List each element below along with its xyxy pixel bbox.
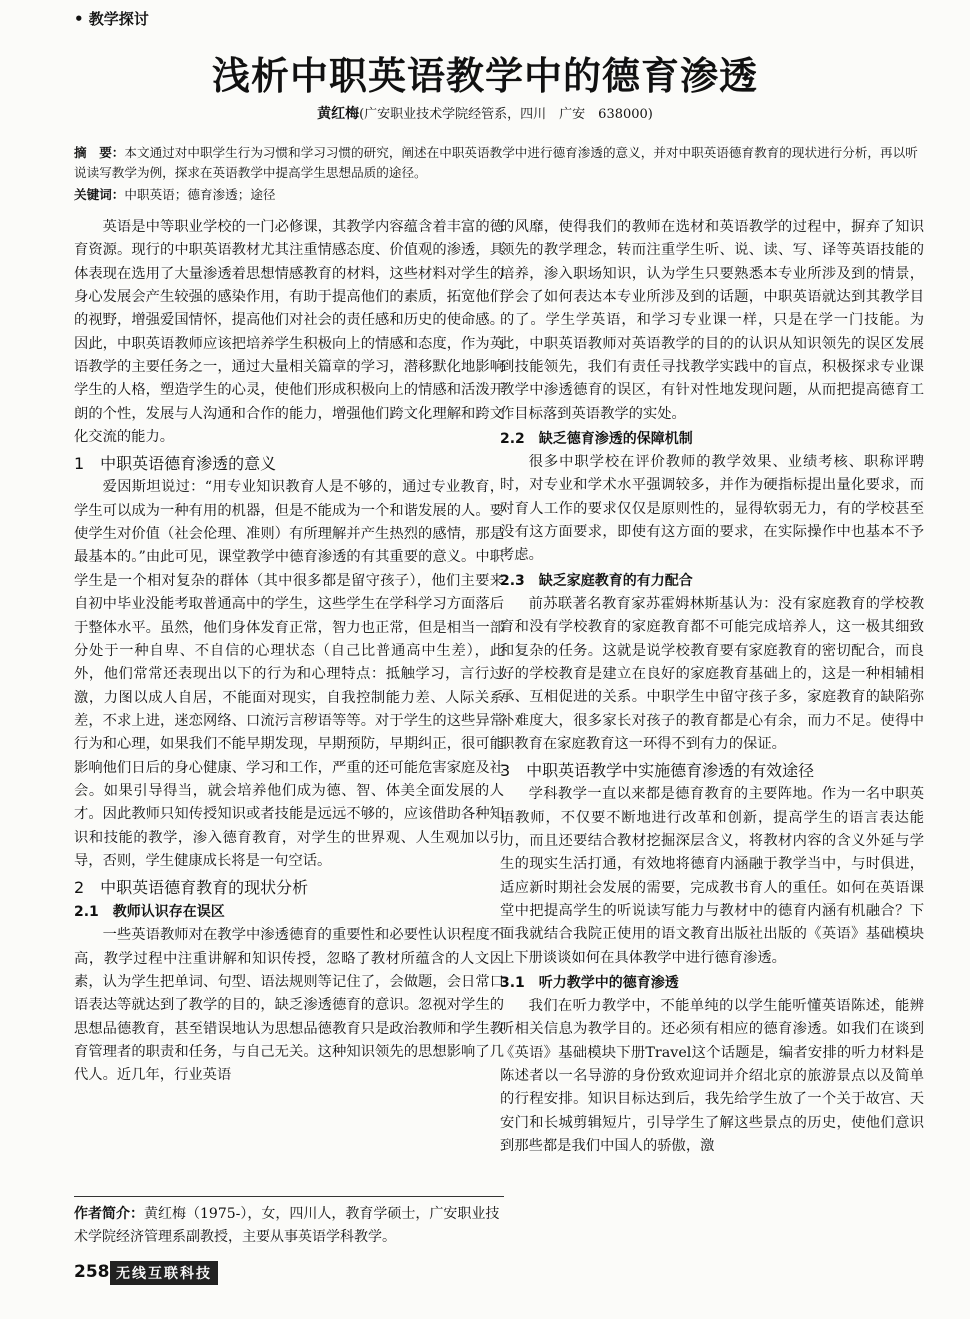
paragraph-2-1: 一些英语教师对在教学中渗透德育的重要性和必要性认识程度不高，教学过程中注重讲解和知识传授，忽略了教材所蕴含的人文因素，认为学生把单词、句型、语法规则等记住了，会做题，会日常口语表达等就达到了教学的目的，缺乏渗透德育的意识。忽视对学生的思想品德教育，甚至错误地认为思想品德教育只是政治教师和学生教育管理者的职责和任务，与自己无关。这种知识领先的思想影响了几代人。近几年，行业英语: [74, 927, 504, 1084]
column-tag: • 教学探讨: [74, 10, 149, 28]
author-line: [0, 103, 970, 123]
abstract-label: 摘 要：: [74, 145, 125, 160]
right-column: [500, 216, 924, 1158]
page-title: 浅析中职英语教学中的德育渗透: [211, 53, 758, 98]
keywords-text: 中职英语；德育渗透；途径: [124, 187, 276, 202]
paragraph-3: 学科教学一直以来都是德育教育的主要阵地。作为一名中职英语教师，不仅要不断地进行改革和创新，提高学生的语言表达能力，而且还要结合教材挖掘深层含义，将教材内容的含义外延与学生的现实生活打通，有效地将德育内涵融于教学当中，与时俱进，适应新时期社会发展的需要，完成教书育人的重任。如何在英语课堂中把提高学生的听说读写能力与教材中的德育内涵有机融合？下面我就结合我院正使用的语文教育出版社出版的《英语》基础模块上下册谈谈如何在具体教学中进行德育渗透。: [500, 786, 924, 966]
paragraph-2-3: 前苏联著名教育家苏霍姆林斯基认为：没有家庭教育的学校教育和没有学校教育的家庭教育都不可能完成培养人，这一极其细致和复杂的任务。这就是说学校教育要有家庭教育的密切配合，而良好的学校教育是建立在良好的家庭教育基础上的，这是一种相辅相承、互相促进的关系。中职学生中留守孩子多，家庭教育的缺陷弥补难度大，很多家长对孩子的教育都是心有余，而力不足。使得中职教育在家庭教育这一环得不到有力的保证。: [500, 595, 924, 752]
subsection-heading-3-1: 3.1 听力教学中的德育渗透: [500, 974, 679, 991]
paragraph-continued: 的风靡，使得我们的教师在选材和英语教学的过程中，摒弃了知识领先的教学理念，转而注重学生听、说、读、写、译等英语技能的培养，渗入职场知识，认为学生只要熟悉本专业所涉及到的情景，学会了如何表达本专业所涉及到的话题，中职英语就达到其教学目的了。学生学英语，和学习专业课一样，只是在学一门技能。为此，中职英语教师对英语教学的目的的认识从知识领先的误区发展到技能领先，我们有责任寻找教学实践中的盲点，积极探求专业课教学中渗透德育的误区，有针对性地发现问题，从而把提高德育工作目标落到英语教学的实处。: [500, 219, 924, 422]
footnote-label: 作者简介：: [74, 1206, 144, 1222]
author-footnote: [74, 1196, 504, 1249]
subsection-heading-2-2: 2.2 缺乏德育渗透的保障机制: [500, 431, 693, 448]
section-heading-1: 1 中职英语德育渗透的意义: [74, 454, 277, 474]
subsection-heading-2-1: 2.1 教师认识存在误区: [74, 904, 225, 921]
footnote-text: 黄红梅（1975-），女，四川人，教育学硕士，广安职业技术学院经济管理系副教授，主要从事英语学科教学。: [74, 1206, 500, 1245]
section-heading-2: 2 中职英语德育教育的现状分析: [74, 878, 309, 898]
abstract: [74, 143, 924, 183]
paragraph-2-2: 很多中职学校在评价教师的教学效果、业绩考核、职称评聘时，对专业和学术水平强调较多，并作为硬指标提出量化要求，而对育人工作的要求仅仅是原则性的，显得软弱无力，有的学校甚至没有这方面要求，即使有这方面的要求，在实际操作中也基本不予考虑。: [500, 454, 924, 564]
page-number: 258: [74, 1262, 110, 1282]
left-column: [74, 216, 504, 1088]
keywords-label: 关键词：: [74, 187, 125, 202]
abstract-text: 本文通过对中职学生行为习惯和学习习惯的研究，阐述在中职英语教学中进行德育渗透的意义，并对中职英语德育教育的现状进行分析，再以听说读写教学为例，探求在英语教学中提高学生思想品质的途径。: [74, 145, 918, 180]
paragraph-3-1: 我们在听力教学中，不能单纯的以学生能听懂英语陈述，能辨听相关信息为教学目的。还必须有相应的德育渗透。如我们在谈到《英语》基础模块下册Travel这个话题是，编者安排的听力材料是陈述者以一名导游的身份致欢迎词并介绍北京的旅游景点以及简单的行程安排。知识目标达到后，我先给学生放了一个关于故宫、天安门和长城剪辑短片，引导学生了解这些景点的历史，使他们意识到那些都是我们中国人的骄傲，激: [500, 997, 924, 1155]
keywords: [74, 185, 924, 205]
paragraph-intro: 英语是中等职业学校的一门必修课，其教学内容蕴含着丰富的德育资源。现行的中职英语教材尤其注重情感态度、价值观的渗透，具体表现在选用了大量渗透着思想情感教育的材料，这些材料对学生的身心发展会产生较强的感染作用，有助于提高他们的素质，拓宽他们的视野，增强爱国情怀，提高他们对社会的责任感和历史的使命感。因此，中职英语教师应该把培养学生积极向上的情感和态度，作为英语教学的主要任务之一，通过大量相关篇章的学习，潜移默化地影响学生的人格，塑造学生的心灵，使他们形成积极向上的情感和活泼开朗的个性，发展与人沟通和合作的能力，增强他们跨文化理解和跨文化交流的能力。: [74, 219, 504, 446]
section-heading-3: 3 中职英语教学中实施德育渗透的有效途径: [500, 761, 815, 781]
paragraph-1: 爱因斯坦说过：“用专业知识教育人是不够的，通过专业教育，学生可以成为一种有用的机器，但是不能成为一个和谐发展的人。要使学生对价值（社会伦理、准则）有所理解并产生热烈的感情，那是最基本的。”由此可见，课堂教学中德育渗透的有其重要的意义。中职学生是一个相对复杂的群体（其中很多都是留守孩子），他们主要来自初中毕业没能考取普通高中的学生，这些学生在学科学习方面落后于整体水平。虽然，他们身体发育正常，智力也正常，但是相当一部分处于一种自卑、不自信的心理状态（自己比普通高中生差），此外，他们常常还表现出以下的行为和心理特点：抵触学习，言行过激，力图以成人自居，不能面对现实，自我控制能力差、人际关系差，不求上进，迷恋网络、口流污言秽语等等。对于学生的这些异常行为和心理，如果我们不能早期发现，早期预防，早期纠正，很可能影响他们日后的身心健康、学习和工作，严重的还可能危害家庭及社会。如果引导得当，就会培养他们成为德、智、体美全面发展的人才。因此教师只知传授知识或者技能是远远不够的，应该借助各种知识和技能的教学，渗入德育教育，对学生的世界观、人生观加以引导，否则，学生健康成长将是一句空话。: [74, 479, 504, 869]
journal-name: 无线互联科技: [110, 1261, 218, 1285]
subsection-heading-2-3: 2.3 缺乏家庭教育的有力配合: [500, 572, 693, 589]
author-name: 黄红梅: [317, 106, 360, 122]
author-affiliation: (广安职业技术学院经管系，四川 广安 638000): [359, 107, 653, 122]
